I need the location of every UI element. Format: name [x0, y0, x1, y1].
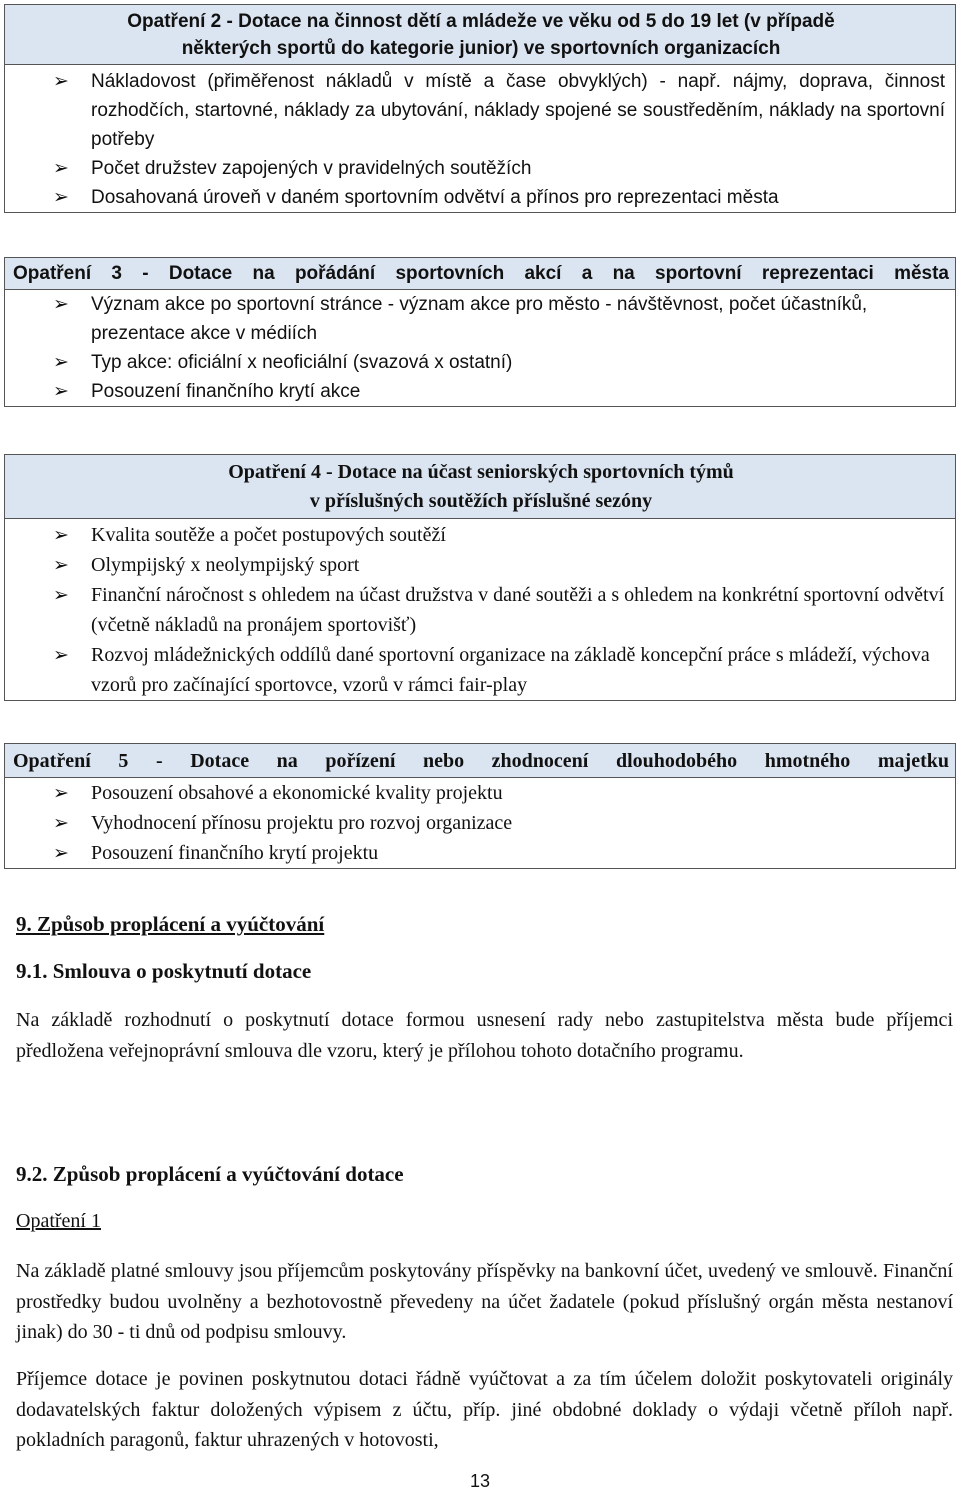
arrow-bullet-icon: ➢: [53, 186, 69, 208]
box-opatreni-5-title: Opatření 5 - Dotace na pořízení nebo zhodnocení dlouhodobého hmotného majetku: [5, 744, 955, 778]
arrow-bullet-icon: ➢: [53, 554, 69, 576]
list-item: ➢ Posouzení obsahové a ekonomické kvality projektu: [5, 778, 955, 808]
list-item: ➢ Posouzení finančního krytí projektu: [5, 838, 955, 868]
title-line-2: v příslušných soutěžích příslušné sezóny: [309, 490, 653, 512]
box-opatreni-3-title: Opatření 3 - Dotace na pořádání sportovních akcí a na sportovní reprezentaci města: [5, 258, 955, 290]
list-item: ➢ Dosahovaná úroveň v daném sportovním odvětví a přínos pro reprezentaci města: [5, 183, 955, 212]
section-9-2-heading: 9.2. Způsob proplácení a vyúčtování dotace: [16, 1162, 404, 1186]
list-item: ➢ Typ akce: oficiální x neoficiální (svazová x ostatní): [5, 348, 955, 377]
arrow-bullet-icon: ➢: [53, 782, 69, 804]
title-line-1: Opatření 4 - Dotace na účast seniorských sportovních týmů: [228, 461, 734, 483]
list-item: ➢ Význam akce po sportovní stránce - význam akce pro město - návštěvnost, počet účastníků, prezentace akce v médiích: [5, 290, 955, 348]
list-item: ➢ Olympijský x neolympijský sport: [5, 550, 955, 580]
box-opatreni-4: [4, 454, 956, 701]
page-number: 13: [469, 1471, 491, 1491]
list-item: ➢ Rozvoj mládežnických oddílů dané sportovní organizace na základě koncepční práce s mládeží, výchova vzorů pro začínající sportovce, vzorů v rámci fair-play: [5, 640, 955, 700]
opatreni-1-label: Opatření 1: [16, 1210, 101, 1232]
section-9-1-text: Na základě rozhodnutí o poskytnutí dotace formou usnesení rady nebo zastupitelstva města bude příjemci předložena veřejnoprávní smlouva dle vzoru, který je přílohou tohoto dotačního programu.: [16, 1009, 953, 1062]
list-item: ➢ Vyhodnocení přínosu projektu pro rozvoj organizace: [5, 808, 955, 838]
box-opatreni-2: [4, 4, 956, 213]
list-item: ➢ Posouzení finančního krytí akce: [5, 377, 955, 406]
box-opatreni-4-title: [5, 455, 955, 519]
arrow-bullet-icon: ➢: [53, 157, 69, 179]
arrow-bullet-icon: ➢: [53, 293, 69, 315]
arrow-bullet-icon: ➢: [53, 842, 69, 864]
list-item: ➢ Nákladovost (přiměřenost nákladů v místě a čase obvyklých) - např. nájmy, doprava, činnost rozhodčích, startovné, náklady za ubytování, náklady spojené se soustředěním, náklady na sportovní potřeby: [5, 67, 955, 154]
title-line-2: některých sportů do kategorie junior) ve sportovních organizacích: [181, 38, 781, 59]
arrow-bullet-icon: ➢: [53, 644, 69, 666]
arrow-bullet-icon: ➢: [53, 380, 69, 402]
box-opatreni-5: [4, 743, 956, 869]
arrow-bullet-icon: ➢: [53, 584, 69, 606]
section-9-heading: 9. Způsob proplácení a vyúčtování: [16, 912, 325, 936]
arrow-bullet-icon: ➢: [53, 351, 69, 373]
box-opatreni-3: [4, 257, 956, 407]
arrow-bullet-icon: ➢: [53, 812, 69, 834]
list-item: ➢ Počet družstev zapojených v pravidelných soutěžích: [5, 154, 955, 183]
arrow-bullet-icon: ➢: [53, 524, 69, 546]
section-9-2-paragraph-2: Příjemce dotace je povinen poskytnutou dotaci řádně vyúčtovat a za tím účelem doložit poskytovateli originály dodavatelských faktur doložených výpisem z účtu, příp. jiné obdobné doklady o výdaji včetně příloh např. pokladních paragonů, faktur uhrazených v hotovosti,: [16, 1368, 953, 1451]
box-opatreni-2-title: [5, 5, 955, 65]
list-item: ➢ Kvalita soutěže a počet postupových soutěží: [5, 520, 955, 550]
arrow-bullet-icon: ➢: [53, 70, 69, 92]
section-9-1-heading: 9.1. Smlouva o poskytnutí dotace: [16, 959, 312, 983]
list-item: ➢ Finanční náročnost s ohledem na účast družstva v dané soutěži a s ohledem na konkrétní sportovní odvětví (včetně nákladů na pronájem sportovišť): [5, 580, 955, 640]
title-line-1: Opatření 2 - Dotace na činnost dětí a mládeže ve věku od 5 do 19 let (v případě: [127, 11, 835, 32]
section-9-2-paragraph-1: Na základě platné smlouvy jsou příjemcům poskytovány příspěvky na bankovní účet, uvedený ve smlouvě. Finanční prostředky budou uvolněny a bezhotovostně převedeny na účet žadatele (pokud příslušný orgán města nestanoví jinak) do 30 - ti dnů od podpisu smlouvy.: [16, 1260, 953, 1343]
